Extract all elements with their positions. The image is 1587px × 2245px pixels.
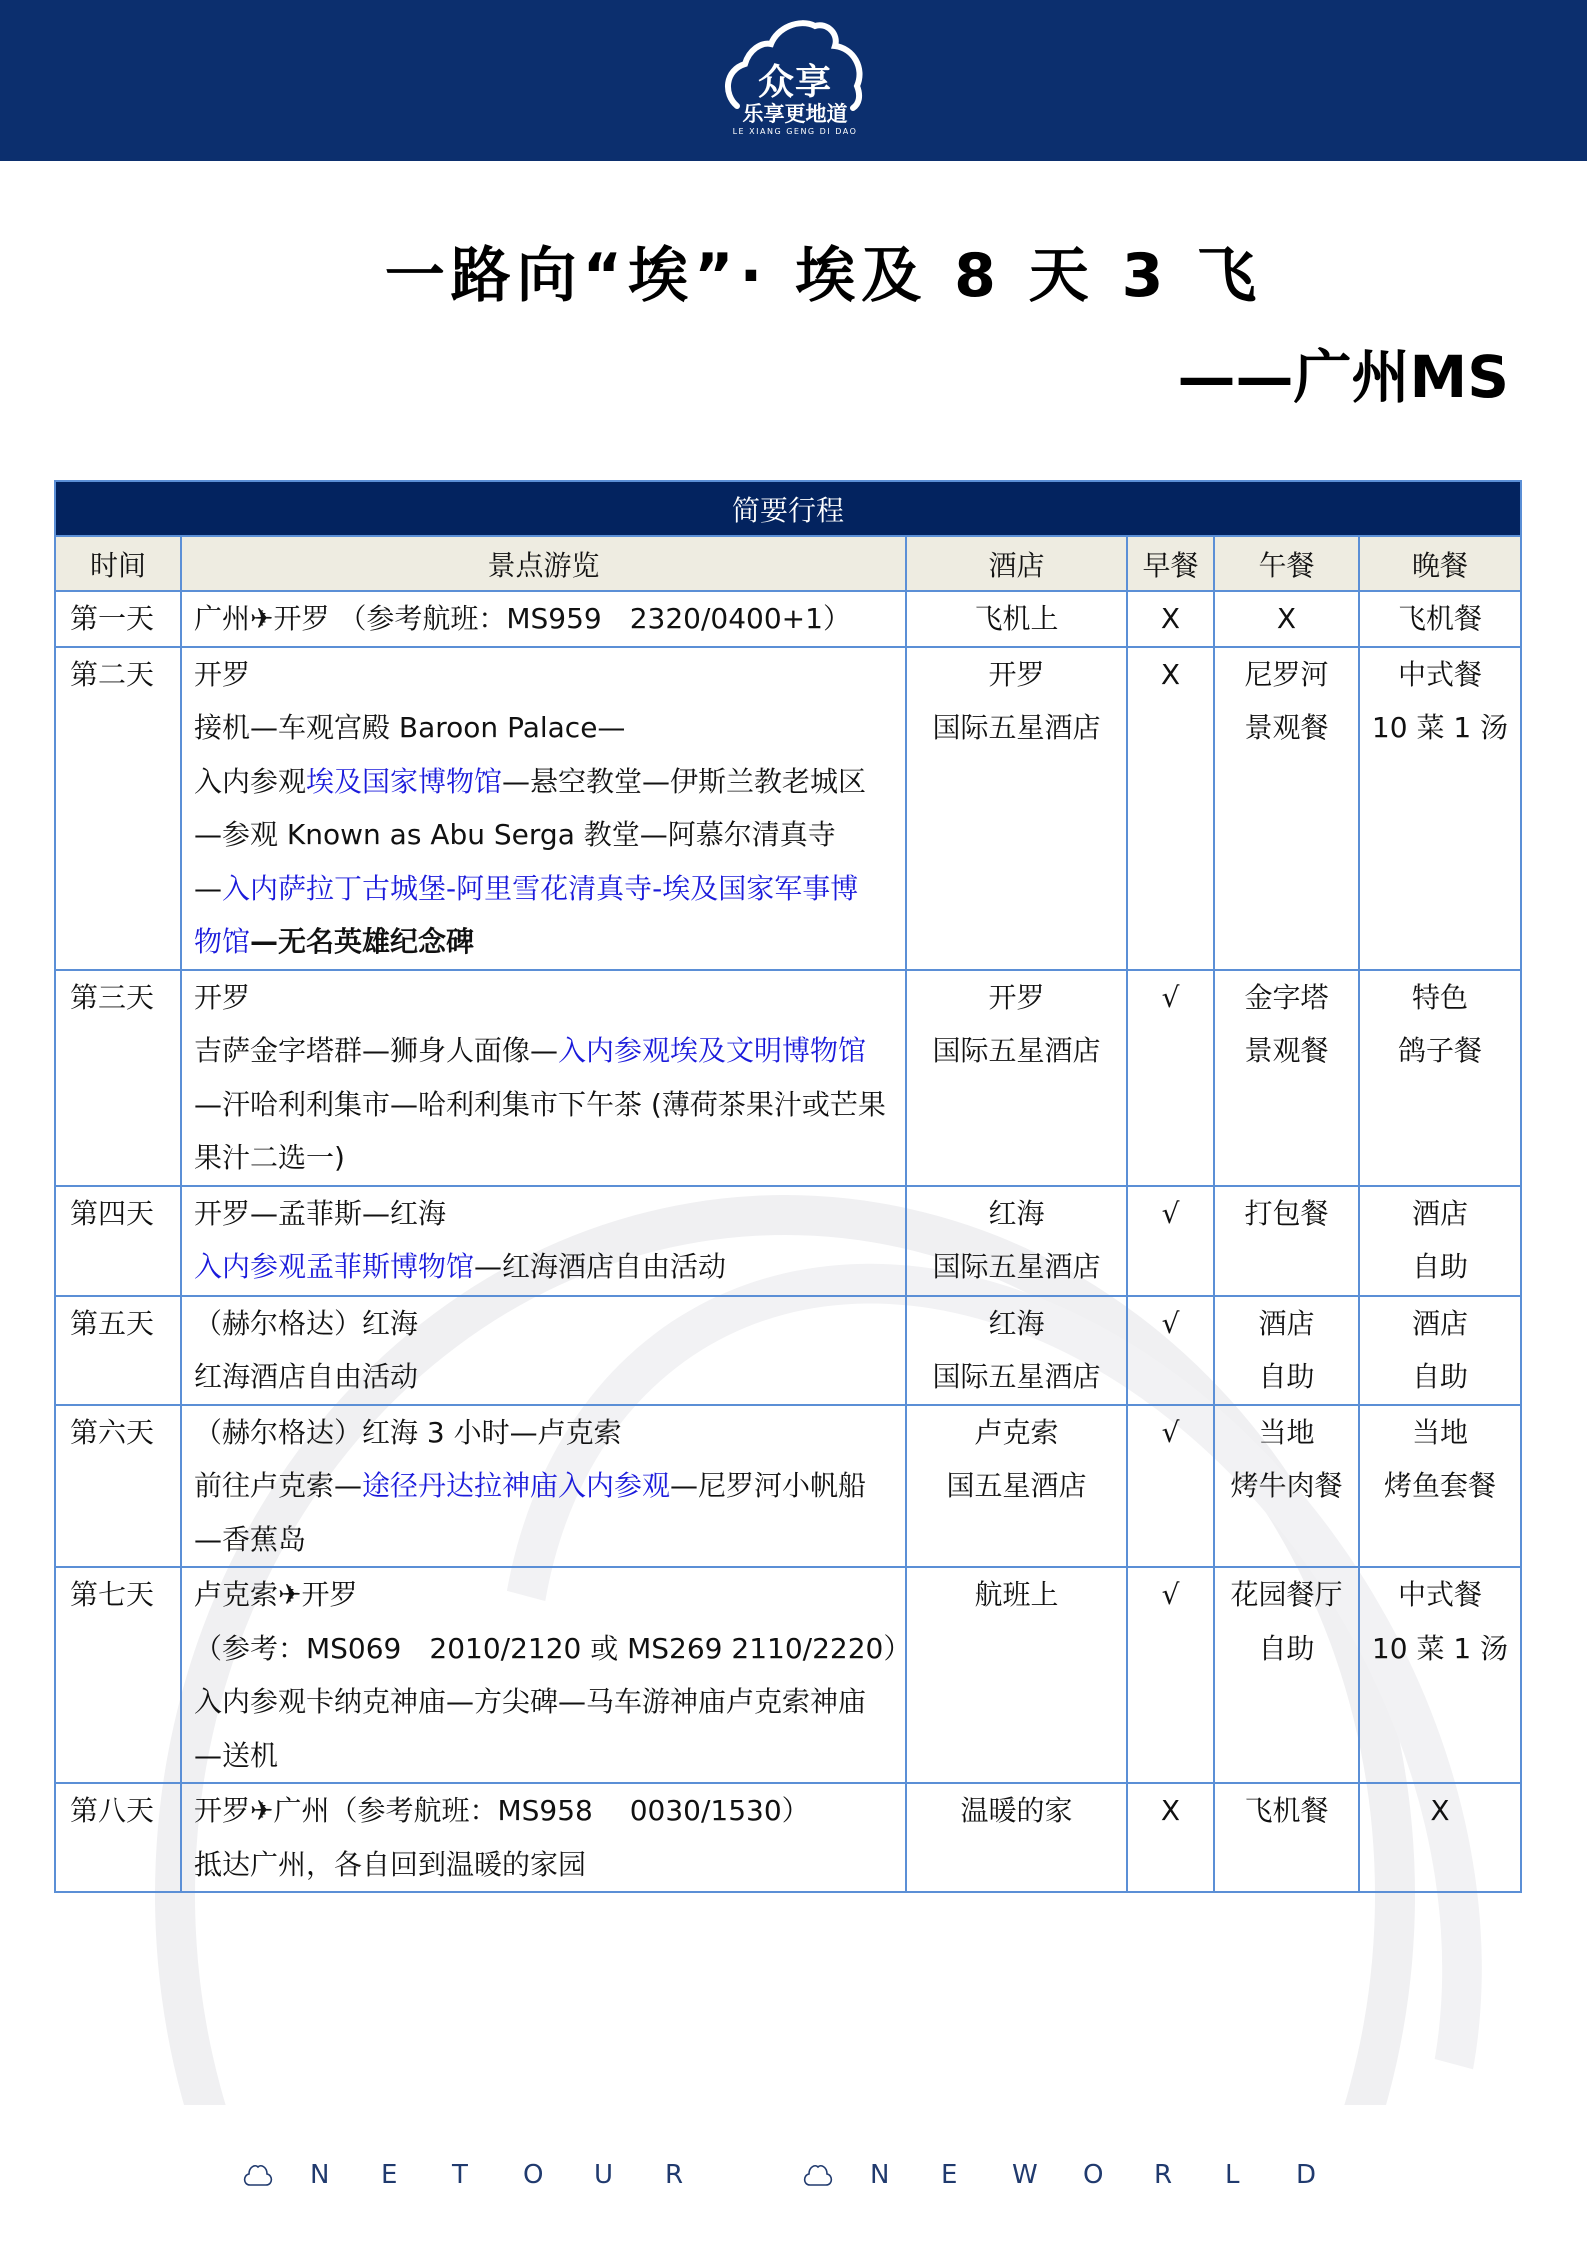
brand-pinyin: LE XIANG GENG DI DAO <box>732 127 858 136</box>
sight-line <box>194 755 899 809</box>
itinerary-body <box>55 591 1521 1892</box>
breakfast-mark: √ <box>1161 1578 1180 1611</box>
sight-line <box>194 1459 899 1513</box>
cell-dinner <box>1359 970 1521 1186</box>
cell-dinner <box>1359 591 1521 647</box>
day-label: 第六天 <box>70 1415 155 1449</box>
table-row <box>55 1567 1521 1783</box>
col-header-time: 时间 <box>55 536 181 591</box>
footer-letter: L <box>1225 2160 1240 2190</box>
sight-text: —无名英雄纪念碑 <box>250 925 475 958</box>
highlight-attraction: 入内萨拉丁古城堡-阿里雪花清真寺-埃及国家军事博 <box>222 871 859 905</box>
table-heading: 简要行程 <box>55 481 1521 536</box>
table-row <box>55 1186 1521 1296</box>
sight-line <box>194 1784 899 1838</box>
cell-hotel <box>906 647 1127 970</box>
brand-slogan: 乐享更地道 <box>742 102 848 126</box>
cell-dinner-line: 自助 <box>1412 1250 1469 1283</box>
cell-lunch-line: 金字塔 <box>1244 980 1329 1014</box>
sight-text: （赫尔格达）红海 3 小时—卢克索 <box>194 1415 622 1449</box>
cell-dinner-line: 酒店 <box>1412 1306 1469 1340</box>
cell-lunch <box>1214 1405 1359 1568</box>
cell-day <box>55 591 181 647</box>
cell-lunch-line: 酒店 <box>1258 1306 1315 1340</box>
cell-lunch <box>1214 647 1359 970</box>
cell-dinner-line: 中式餐 <box>1398 657 1483 691</box>
footer-letter: W <box>1012 2160 1038 2190</box>
sight-text: —红海酒店自由活动 <box>474 1250 727 1283</box>
col-header-lunch: 午餐 <box>1214 536 1359 591</box>
cell-hotel-line: 国际五星酒店 <box>932 1360 1101 1393</box>
cell-lunch-line: 花园餐厅 <box>1230 1578 1343 1611</box>
highlight-attraction: 埃及国家博物馆 <box>306 764 503 798</box>
cell-breakfast <box>1127 1405 1214 1568</box>
sight-line <box>194 1729 899 1783</box>
breakfast-mark: √ <box>1161 1306 1180 1340</box>
sight-text: 红海酒店自由活动 <box>194 1360 419 1393</box>
highlight-attraction: 物馆 <box>194 925 251 958</box>
cell-dinner <box>1359 647 1521 970</box>
day-label: 第三天 <box>70 980 155 1014</box>
sight-line <box>194 1024 899 1078</box>
sight-text: 接机—车观宫殿 Baroon Palace— <box>194 711 626 744</box>
cell-dinner-line: 当地 <box>1412 1415 1469 1449</box>
breakfast-mark: √ <box>1161 980 1180 1014</box>
cell-dinner-line: 10 菜 1 汤 <box>1371 1631 1509 1665</box>
sight-text: （参考：MS069 2010/2120 或 MS269 2110/2220） <box>194 1631 912 1665</box>
breakfast-mark: X <box>1160 657 1181 691</box>
cell-hotel-line: 红海 <box>988 1306 1045 1340</box>
cell-lunch-line: 当地 <box>1258 1415 1315 1449</box>
cell-lunch-line: 景观餐 <box>1244 1034 1329 1067</box>
day-label: 第四天 <box>70 1196 155 1230</box>
sight-text: 吉萨金字塔群—狮身人面像— <box>194 1034 559 1067</box>
cell-sights <box>181 591 906 647</box>
sight-text: —参观 Known as Abu Serga 教堂—阿慕尔清真寺 <box>194 818 836 851</box>
cell-day <box>55 1567 181 1783</box>
sight-line <box>194 1513 899 1567</box>
cell-sights <box>181 647 906 970</box>
cell-lunch-line: X <box>1276 602 1297 635</box>
cell-hotel-line: 国五星酒店 <box>946 1469 1087 1502</box>
cell-sights <box>181 1296 906 1405</box>
cell-breakfast <box>1127 1186 1214 1296</box>
sight-text: — <box>194 871 222 905</box>
sight-text: 前往卢克索— <box>194 1469 363 1502</box>
footer-text-right <box>870 2160 1367 2190</box>
footer-letter: O <box>523 2160 544 2190</box>
sight-line <box>194 648 899 702</box>
sight-line <box>194 1297 899 1351</box>
table-row <box>55 591 1521 647</box>
sight-line <box>194 1838 899 1892</box>
breakfast-mark: √ <box>1161 1415 1180 1449</box>
cell-dinner-line: 特色 <box>1412 980 1469 1014</box>
cell-hotel <box>906 970 1127 1186</box>
cell-sights <box>181 1405 906 1568</box>
cell-day <box>55 1296 181 1405</box>
highlight-attraction: 途径丹达拉神庙入内参观 <box>362 1469 671 1502</box>
sight-text: 入内参观 <box>194 764 307 798</box>
cell-sights <box>181 1783 906 1892</box>
cell-lunch-line: 景观餐 <box>1244 711 1329 744</box>
cell-hotel <box>906 1567 1127 1783</box>
col-header-dinner: 晚餐 <box>1359 536 1521 591</box>
footer-letter: E <box>941 2160 958 2190</box>
column-header-row <box>55 536 1521 591</box>
cell-lunch-line: 烤牛肉餐 <box>1230 1469 1343 1502</box>
sight-line <box>194 1350 899 1404</box>
header-band <box>0 0 1587 161</box>
cell-hotel <box>906 1296 1127 1405</box>
cell-day <box>55 970 181 1186</box>
cell-dinner-line: X <box>1430 1794 1450 1827</box>
footer-letter: O <box>1083 2160 1104 2190</box>
day-label: 第五天 <box>70 1306 155 1340</box>
sight-text: —悬空教堂—伊斯兰教老城区 <box>502 764 867 798</box>
cell-breakfast <box>1127 970 1214 1186</box>
day-label: 第八天 <box>70 1794 155 1827</box>
footer-letter: N <box>310 2160 330 2190</box>
cell-lunch <box>1214 1783 1359 1892</box>
cell-lunch <box>1214 1186 1359 1296</box>
cell-lunch <box>1214 970 1359 1186</box>
cell-lunch-line: 飞机餐 <box>1244 1794 1329 1827</box>
cell-breakfast <box>1127 591 1214 647</box>
cell-hotel-line: 航班上 <box>974 1578 1059 1611</box>
cell-dinner-line: 中式餐 <box>1398 1578 1483 1611</box>
day-label: 第七天 <box>70 1578 155 1611</box>
cell-hotel-line: 开罗 <box>988 980 1045 1014</box>
cell-dinner-line: 飞机餐 <box>1398 602 1483 635</box>
cell-hotel-line: 卢克索 <box>974 1415 1059 1449</box>
cell-day <box>55 1783 181 1892</box>
table-row <box>55 1405 1521 1568</box>
footer-slogan <box>0 2160 1587 2200</box>
cell-breakfast <box>1127 647 1214 970</box>
sight-text: 卢克索✈开罗 <box>194 1578 358 1611</box>
breakfast-mark: X <box>1160 1794 1181 1827</box>
brand-main: 众享 <box>757 62 832 103</box>
cell-day <box>55 647 181 970</box>
cell-hotel <box>906 1186 1127 1296</box>
table-row <box>55 1296 1521 1405</box>
cell-lunch-line: 自助 <box>1258 1631 1315 1665</box>
cell-hotel-line: 红海 <box>988 1196 1045 1230</box>
sight-line <box>194 1240 899 1294</box>
highlight-attraction: 入内参观孟菲斯博物馆 <box>194 1250 475 1283</box>
cell-hotel-line: 国际五星酒店 <box>932 1250 1101 1283</box>
cell-dinner <box>1359 1186 1521 1296</box>
cloud-outline-icon <box>240 2161 276 2189</box>
cell-day <box>55 1186 181 1296</box>
cell-dinner <box>1359 1783 1521 1892</box>
cell-dinner-line: 鸽子餐 <box>1398 1034 1483 1067</box>
sight-text: —送机 <box>194 1738 279 1772</box>
sight-line <box>194 701 899 755</box>
col-header-breakfast: 早餐 <box>1127 536 1214 591</box>
sight-text: 入内参观卡纳克神庙—方尖碑—马车游神庙卢克索神庙 <box>194 1685 867 1718</box>
breakfast-mark: √ <box>1161 1196 1180 1230</box>
cell-lunch <box>1214 591 1359 647</box>
footer-letter: U <box>594 2160 614 2190</box>
day-label: 第一天 <box>70 602 155 635</box>
cell-dinner-line: 10 菜 1 汤 <box>1371 711 1509 744</box>
cell-breakfast <box>1127 1296 1214 1405</box>
cell-dinner-line: 酒店 <box>1412 1196 1469 1230</box>
sight-line <box>194 1622 912 1676</box>
footer-letter: E <box>381 2160 398 2190</box>
sight-text: —尼罗河小帆船 <box>670 1469 867 1502</box>
cell-breakfast <box>1127 1783 1214 1892</box>
itinerary-table <box>54 480 1522 1893</box>
highlight-attraction: 入内参观埃及文明博物馆 <box>558 1034 867 1067</box>
sight-line <box>194 915 899 969</box>
cell-hotel-line: 温暖的家 <box>960 1794 1073 1827</box>
table-row <box>55 1783 1521 1892</box>
sight-text: 果汁二选一) <box>194 1141 345 1174</box>
sight-text: —汗哈利利集市—哈利利集市下午茶 (薄荷茶果汁或芒果 <box>194 1087 886 1121</box>
sight-line <box>194 1675 899 1729</box>
cell-dinner-line: 自助 <box>1412 1360 1469 1393</box>
sight-line <box>194 808 899 862</box>
sight-text: 开罗—孟菲斯—红海 <box>194 1196 447 1230</box>
cell-day <box>55 1405 181 1568</box>
page-title: 一路向“埃”· 埃及 8 天 3 飞 <box>384 241 1263 311</box>
cell-sights <box>181 1186 906 1296</box>
footer-letter: N <box>870 2160 890 2190</box>
brand-logo <box>715 14 875 146</box>
cell-hotel <box>906 591 1127 647</box>
table-row <box>55 970 1521 1186</box>
cell-hotel <box>906 1783 1127 1892</box>
cloud-outline-icon <box>800 2161 836 2189</box>
cell-breakfast <box>1127 1567 1214 1783</box>
cell-lunch-line: 尼罗河 <box>1244 657 1329 691</box>
sight-line <box>194 1568 899 1622</box>
cell-dinner <box>1359 1296 1521 1405</box>
sight-line <box>194 1187 899 1241</box>
cell-hotel-line: 国际五星酒店 <box>932 711 1101 744</box>
sight-text: 开罗 <box>194 980 251 1014</box>
cell-lunch <box>1214 1296 1359 1405</box>
sight-line <box>194 592 899 646</box>
footer-letter: D <box>1296 2160 1317 2190</box>
sight-text: 开罗✈广州（参考航班：MS958 0030/1530） <box>194 1794 810 1827</box>
sight-text: 广州✈开罗 （参考航班：MS959 2320/0400+1） <box>194 602 851 635</box>
sight-text: 抵达广州，各自回到温暖的家园 <box>194 1847 587 1881</box>
cell-hotel-line: 飞机上 <box>974 602 1059 635</box>
footer-text-left <box>310 2160 736 2190</box>
col-header-hotel: 酒店 <box>906 536 1127 591</box>
cell-sights <box>181 970 906 1186</box>
cell-sights <box>181 1567 912 1783</box>
sight-line <box>194 1406 899 1460</box>
cell-dinner <box>1359 1567 1521 1783</box>
sight-line <box>194 1078 899 1132</box>
footer-onetour <box>240 2160 736 2190</box>
sight-text: 开罗 <box>194 657 251 691</box>
breakfast-mark: X <box>1160 602 1181 635</box>
cell-dinner <box>1359 1405 1521 1568</box>
table-row <box>55 647 1521 970</box>
sight-text: （赫尔格达）红海 <box>194 1306 419 1340</box>
cell-hotel <box>906 1405 1127 1568</box>
footer-letter: T <box>452 2160 468 2190</box>
cell-hotel-line: 国际五星酒店 <box>932 1034 1101 1067</box>
sight-line <box>194 1131 899 1185</box>
footer-neworld <box>800 2160 1367 2190</box>
sight-text: —香蕉岛 <box>194 1522 307 1556</box>
cell-dinner-line: 烤鱼套餐 <box>1384 1469 1497 1502</box>
cell-hotel-line: 开罗 <box>988 657 1045 691</box>
sight-line <box>194 971 899 1025</box>
footer-letter: R <box>665 2160 684 2190</box>
cell-lunch <box>1214 1567 1359 1783</box>
cell-lunch-line: 打包餐 <box>1244 1196 1329 1230</box>
cell-lunch-line: 自助 <box>1258 1360 1315 1393</box>
day-label: 第二天 <box>70 657 155 691</box>
sight-line <box>194 862 899 916</box>
col-header-sights: 景点游览 <box>181 536 906 591</box>
footer-letter: R <box>1154 2160 1173 2190</box>
page-subtitle: ——广州MS <box>1177 343 1509 411</box>
